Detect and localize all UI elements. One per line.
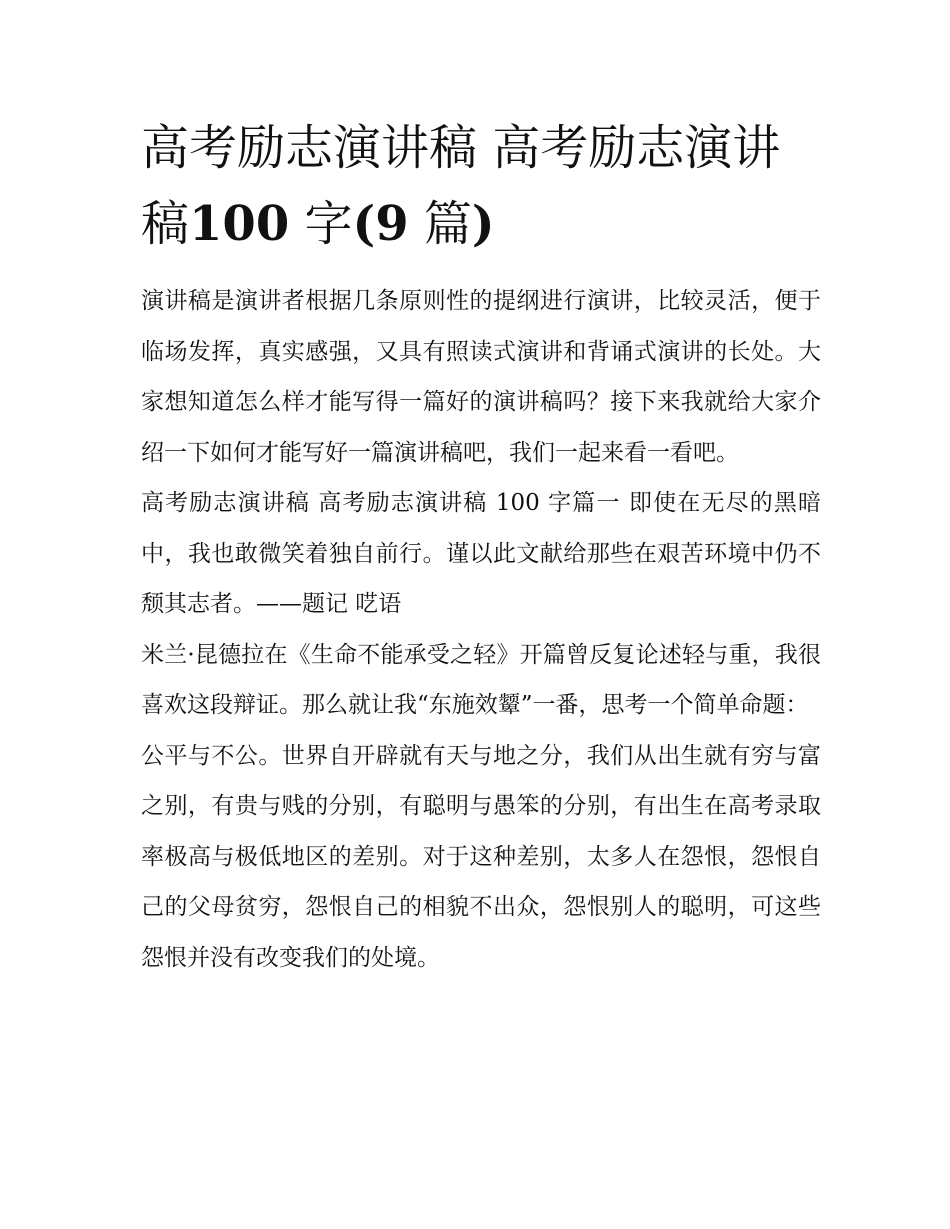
paragraph-kundera: 米兰·昆德拉在《生命不能承受之轻》开篇曾反复论述轻与重，我很喜欢这段辩证。那么就让我“东施效颦”一番，思考一个简单命题： [141,641,821,718]
title-unit: 字 [304,196,353,252]
paragraph-intro: 演讲稿是演讲者根据几条原则性的提纲进行演讲，比较灵活，便于临场发挥，真实感强，又具有照读式演讲和背诵式演讲的长处。大家想知道怎么样才能写得一篇好的演讲稿吗？接下来我就给大家介绍一下如何才能写好一篇演讲稿吧，我们一起来看一看吧。 [141,288,821,466]
paragraph-section-one: 高考励志演讲稿 高考励志演讲稿 100 字篇一 即使在无尽的黑暗中，我也敢微笑着独自前行。谨以此文献给那些在艰苦环境中仍不颓其志者。——题记 呓语 [141,490,821,617]
title-line2-char: 稿 [141,196,190,252]
document-body [141,276,821,983]
title-text: 高考励志演讲稿 高考励志演讲 [141,120,781,176]
paragraph-fairness: 公平与不公。世界自开辟就有天与地之分，我们从出生就有穷与富之别，有贵与贱的分别，有聪明与愚笨的分别，有出生在高考录取率极高与极低地区的差别。对于这种差别，太多人在怨恨，怨恨自己的父母贫穷，怨恨自己的相貌不出众，怨恨别人的聪明，可这些怨恨并没有改变我们的处境。 [141,742,821,971]
title-number: 100 [189,196,290,252]
title-count: (9 [352,196,409,252]
title-pian: 篇 [423,196,472,252]
title-close: ) [471,196,495,252]
page-title [141,110,821,262]
